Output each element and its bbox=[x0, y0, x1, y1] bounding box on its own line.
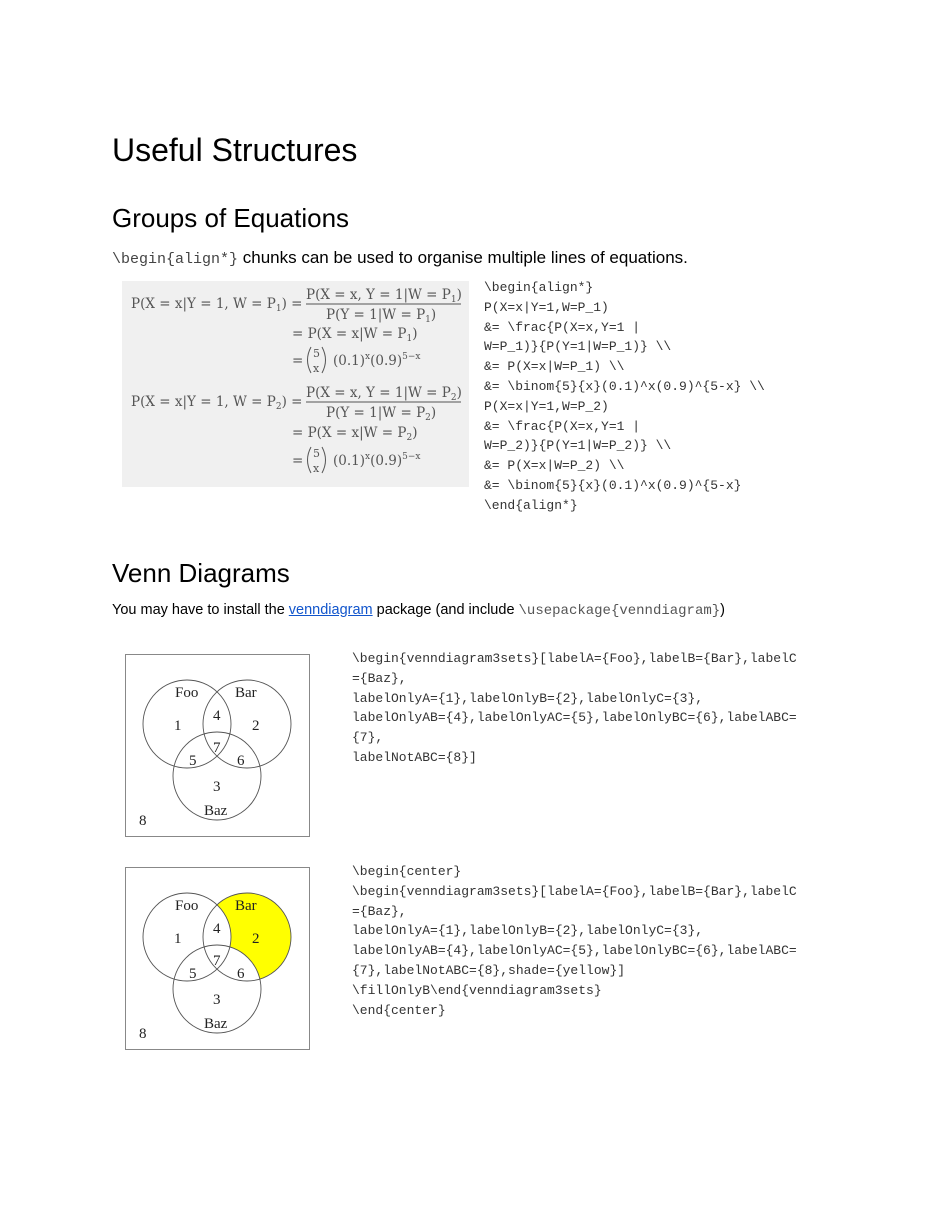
code-line: \begin{center} bbox=[352, 864, 462, 879]
code-line: {7},labelNotABC={8},shade={yellow}] bbox=[352, 962, 626, 978]
venn2-not-abc: 8 bbox=[139, 1026, 147, 1042]
code-line: &= P(X=x|W=P_2) \\ bbox=[484, 458, 625, 474]
eq-line3-eq: = bbox=[292, 353, 304, 369]
code-line: {7}, bbox=[352, 730, 384, 746]
align-code-inline: \begin{align*} bbox=[112, 251, 239, 268]
code-line: ={Baz}, bbox=[352, 670, 407, 686]
binom2-rest: $(0.1)^x(0.9)^{5-x}$ bbox=[333, 452, 421, 469]
venn-intro bbox=[112, 600, 725, 621]
code-line: W=P_1)}{P(Y=1|W=P_1)} \\ bbox=[484, 339, 672, 355]
binom2-bottom: x bbox=[313, 462, 320, 475]
code-line: P(X=x|Y=1,W=P_1) bbox=[484, 299, 609, 315]
venn1-label-a: Foo bbox=[175, 685, 199, 701]
eq-frac2-num: P(X = x, $Y = 1|W = P_2$) bbox=[306, 385, 462, 403]
binom1-top: 5 bbox=[313, 347, 320, 360]
eq-line5: = $P(X = x|W = P_2)$ bbox=[292, 425, 418, 443]
code-line: labelOnlyAB={4},labelOnlyAC={5},labelOnlyBC={6},labelABC= bbox=[352, 710, 797, 726]
code-line: \end{align*} bbox=[484, 497, 578, 513]
venn1-only-ab: 4 bbox=[213, 708, 221, 724]
eq-lhs1: P(X = x|Y = 1, $W = P_1$) = bbox=[131, 296, 303, 314]
venn1-abc: 7 bbox=[213, 740, 221, 756]
venn-intro-text: ) bbox=[720, 602, 726, 618]
venn-code-block-2 bbox=[352, 862, 797, 1020]
code-line: \begin{align*} bbox=[484, 280, 594, 295]
eq-line6-eq: = bbox=[292, 453, 304, 469]
venn1-only-c: 3 bbox=[213, 779, 221, 795]
code-line: labelOnlyAB={4},labelOnlyAC={5},labelOnlyBC={6},labelABC= bbox=[352, 943, 797, 959]
page-title: Useful Structures bbox=[112, 132, 358, 168]
groups-intro-text: chunks can be used to organise multiple lines of equations. bbox=[238, 248, 688, 267]
venn-heading: Venn Diagrams bbox=[112, 558, 290, 588]
usepackage-code-inline: \usepackage{venndiagram} bbox=[518, 603, 721, 619]
code-line: \end{center} bbox=[352, 1002, 446, 1018]
code-line: &= \binom{5}{x}(0.1)^x(0.9)^{5-x} \\ bbox=[484, 378, 765, 394]
code-line: labelOnlyA={1},labelOnlyB={2},labelOnlyC={3}, bbox=[352, 923, 704, 939]
venn2-only-b: 2 bbox=[252, 931, 260, 947]
venn1-only-b: 2 bbox=[252, 718, 260, 734]
venn-diagram-2 bbox=[125, 867, 311, 1056]
code-line: &= \frac{P(X=x,Y=1 | bbox=[484, 418, 641, 434]
eq-line2: = $P(X = x|W = P_1)$ bbox=[292, 326, 418, 344]
binom1-bottom: x bbox=[313, 362, 320, 375]
venn1-label-c: Baz bbox=[204, 803, 228, 819]
code-line: labelNotABC={8}] bbox=[352, 749, 477, 765]
code-line: labelOnlyA={1},labelOnlyB={2},labelOnlyC={3}, bbox=[352, 690, 704, 706]
code-line: &= \frac{P(X=x,Y=1 | bbox=[484, 319, 641, 335]
binom1-rest: $(0.1)^x(0.9)^{5-x}$ bbox=[333, 352, 421, 369]
venn-code-block-1 bbox=[352, 649, 797, 768]
code-line: P(X=x|Y=1,W=P_2) bbox=[484, 398, 609, 414]
venn-diagram-1 bbox=[125, 654, 311, 843]
venn1-only-ac: 5 bbox=[189, 753, 197, 769]
venndiagram-link[interactable]: venndiagram bbox=[288, 602, 373, 618]
eq-frac2-den: $P(Y = 1|W = P_2)$ bbox=[326, 405, 437, 423]
venn2-label-b: Bar bbox=[235, 898, 257, 914]
eq-frac1-num: P(X = x, $Y = 1|W = P_1$) bbox=[306, 287, 462, 305]
binom2-top: 5 bbox=[313, 447, 320, 460]
code-line: \begin{venndiagram3sets}[labelA={Foo},labelB={Bar},labelC bbox=[352, 651, 797, 666]
code-line: &= P(X=x|W=P_1) \\ bbox=[484, 359, 625, 375]
venn2-only-c: 3 bbox=[213, 992, 221, 1008]
venn2-label-c: Baz bbox=[204, 1016, 228, 1032]
groups-intro bbox=[112, 247, 688, 271]
align-code-block bbox=[484, 278, 765, 516]
code-line: ={Baz}, bbox=[352, 903, 407, 919]
code-line: \fillOnlyB\end{venndiagram3sets} bbox=[352, 982, 602, 998]
venn2-label-a: Foo bbox=[175, 898, 199, 914]
groups-heading: Groups of Equations bbox=[112, 203, 350, 233]
code-line: W=P_2)}{P(Y=1|W=P_2)} \\ bbox=[484, 438, 672, 454]
venn-intro-text: package (and include bbox=[372, 602, 519, 618]
venn1-label-b: Bar bbox=[235, 685, 257, 701]
venn2-only-ab: 4 bbox=[213, 921, 221, 937]
eq-lhs2: P(X = x|Y = 1, $W = P_2$) = bbox=[131, 394, 303, 412]
venn1-not-abc: 8 bbox=[139, 813, 147, 829]
eq-frac1-den: $P(Y = 1|W = P_1)$ bbox=[326, 307, 437, 325]
code-line: &= \binom{5}{x}(0.1)^x(0.9)^{5-x} bbox=[484, 477, 742, 493]
code-line: \begin{venndiagram3sets}[labelA={Foo},labelB={Bar},labelC bbox=[352, 883, 797, 899]
equation-image bbox=[122, 281, 469, 487]
venn2-abc: 7 bbox=[213, 953, 221, 969]
venn1-only-bc: 6 bbox=[237, 753, 245, 769]
venn2-only-ac: 5 bbox=[189, 966, 197, 982]
venn-intro-text: You may have to install the bbox=[112, 602, 289, 618]
venn1-only-a: 1 bbox=[174, 718, 182, 734]
venn2-only-bc: 6 bbox=[237, 966, 245, 982]
venn2-only-a: 1 bbox=[174, 931, 182, 947]
